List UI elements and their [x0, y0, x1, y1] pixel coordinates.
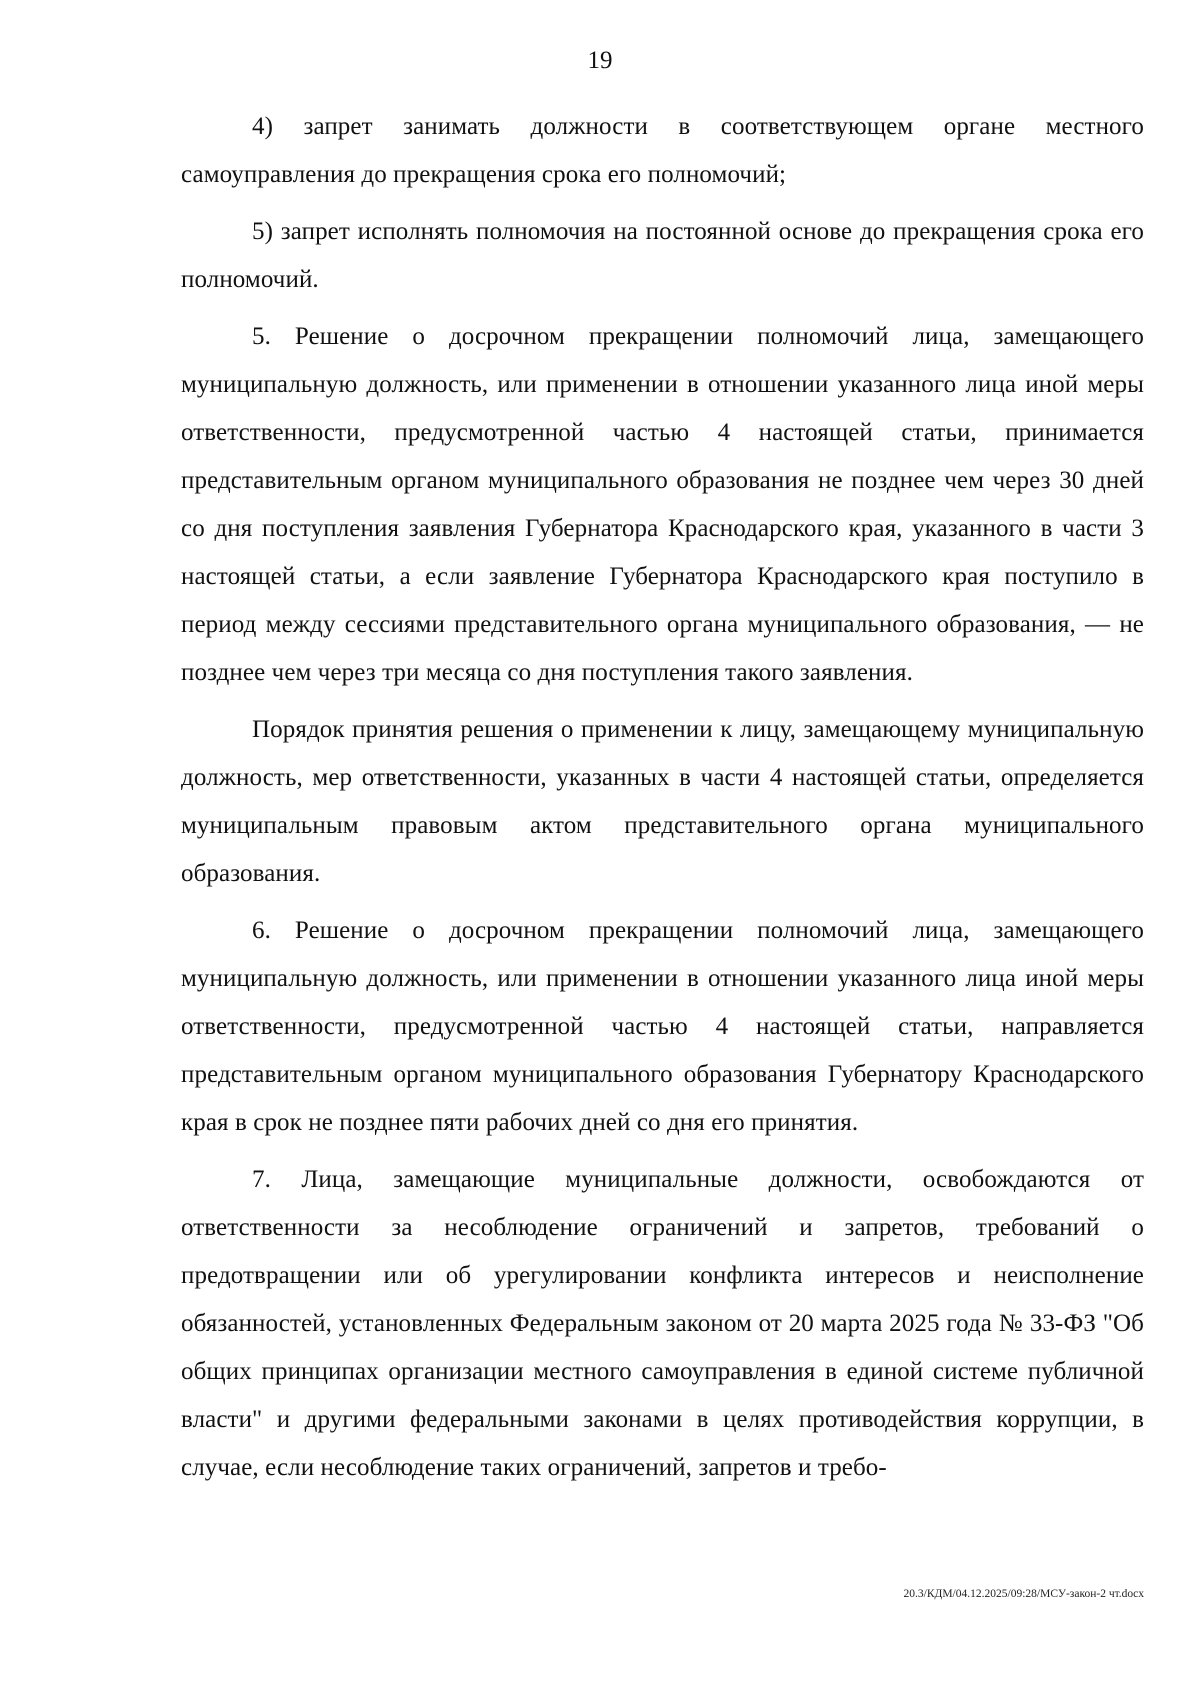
paragraph-part-7-exemption: 7. Лица, замещающие муниципальные должности, освобождаются от ответственности за несоблюдение ограничений и запретов, требований о предотвращении или об урегулировании конфликта интересов и неисполнение обязанностей, установленных Федеральным законом от 20 марта 2025 года № 33-ФЗ "Об общих принципах организации местного самоуправления в единой системе публичной власти" и другими федеральными законами в целях противодействия коррупции, в случае, если несоблюдение таких ограничений, запретов и требо-	[181, 1166, 1144, 1481]
paragraph-decision-procedure: Порядок принятия решения о применении к лицу, замещающему муниципальную должность, мер ответственности, указанных в части 4 настоящей статьи, определяется муниципальным правовым актом представительного органа муниципального образования.	[181, 716, 1144, 887]
paragraph-item-4-ban-positions: 4) запрет занимать должности в соответствующем органе местного самоуправления до прекращения срока его полномочий;	[181, 113, 1144, 188]
document-file-code: 20.3/КДМ/04.12.2025/09:28/МСУ-закон-2 чт.docx	[903, 1588, 1144, 1600]
document-body	[181, 103, 1144, 1501]
page-number: 19	[587, 47, 613, 74]
paragraph-part-5-decision: 5. Решение о досрочном прекращении полномочий лица, замещающего муниципальную должность, или применении в отношении указанного лица иной меры ответственности, предусмотренной частью 4 настоящей статьи, принимается представительным органом муниципального образования не позднее чем через 30 дней со дня поступления заявления Губернатора Краснодарского края, указанного в части 3 настоящей статьи, а если заявление Губернатора Краснодарского края поступило в период между сессиями представительного органа муниципального образования, — не позднее чем через три месяца со дня поступления такого заявления.	[181, 323, 1144, 686]
paragraph-part-6-decision-sent: 6. Решение о досрочном прекращении полномочий лица, замещающего муниципальную должность, или применении в отношении указанного лица иной меры ответственности, предусмотренной частью 4 настоящей статьи, направляется представительным органом муниципального образования Губернатору Краснодарского края в срок не позднее пяти рабочих дней со дня его принятия.	[181, 917, 1144, 1136]
paragraph-item-5-ban-permanent-basis: 5) запрет исполнять полномочия на постоянной основе до прекращения срока его полномочий.	[181, 218, 1144, 293]
